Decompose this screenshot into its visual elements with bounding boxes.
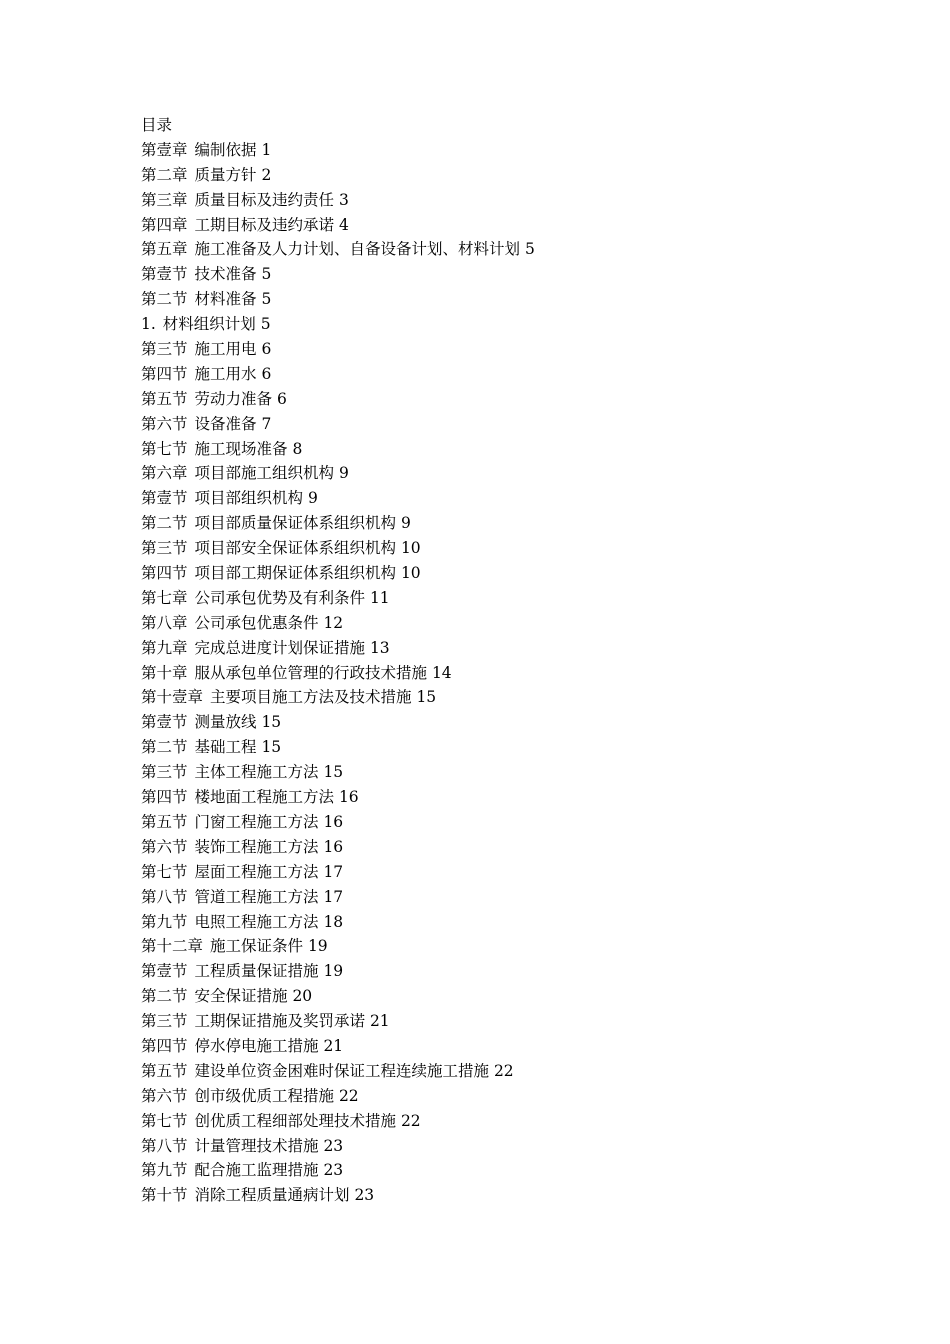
toc-entry-label: 第九节 bbox=[141, 1161, 188, 1180]
toc-entry-text: 项目部安全保证体系组织机构 10 bbox=[194, 539, 421, 558]
toc-entry-label: 第壹节 bbox=[141, 962, 188, 981]
toc-entry-label: 1. bbox=[141, 315, 156, 334]
toc-entry-label: 第三节 bbox=[141, 539, 188, 558]
toc-entry-label: 第五节 bbox=[141, 812, 188, 831]
toc-entry-label: 第七章 bbox=[141, 588, 188, 607]
toc-entry-label: 第五节 bbox=[141, 389, 188, 408]
toc-entry-text: 工期目标及违约承诺 4 bbox=[194, 215, 349, 234]
toc-entry-text: 屋面工程施工方法 17 bbox=[194, 862, 344, 881]
toc-entry bbox=[141, 1009, 901, 1034]
toc-entry bbox=[141, 760, 901, 785]
toc-entry-label: 第六节 bbox=[141, 1086, 188, 1105]
toc-entry-text: 装饰工程施工方法 16 bbox=[194, 837, 344, 856]
toc-entry bbox=[141, 735, 901, 760]
toc-entry bbox=[141, 362, 901, 387]
toc-entry-text: 测量放线 15 bbox=[194, 713, 282, 732]
toc-entry bbox=[141, 262, 901, 287]
toc-entry-text: 项目部组织机构 9 bbox=[194, 489, 318, 508]
toc-entry-label: 第四节 bbox=[141, 364, 188, 383]
toc-entry bbox=[141, 163, 901, 188]
toc-entry-text: 主要项目施工方法及技术措施 15 bbox=[210, 688, 437, 707]
toc-entry-label: 第壹章 bbox=[141, 140, 188, 159]
toc-entry-label: 第三章 bbox=[141, 190, 188, 209]
toc-entry bbox=[141, 437, 901, 462]
toc-entry-text: 材料组织计划 5 bbox=[162, 315, 271, 334]
toc-entry bbox=[141, 486, 901, 511]
toc-entry bbox=[141, 636, 901, 661]
toc-entry bbox=[141, 461, 901, 486]
toc-entry-label: 第三节 bbox=[141, 340, 188, 359]
toc-entry-text: 施工用水 6 bbox=[194, 364, 272, 383]
toc-entry-label: 第六节 bbox=[141, 837, 188, 856]
toc-entry-label: 第十壹章 bbox=[141, 688, 204, 707]
toc-title: 目录 bbox=[141, 116, 173, 134]
toc-entry-text: 施工保证条件 19 bbox=[210, 937, 328, 956]
toc-entry bbox=[141, 810, 901, 835]
toc-entry bbox=[141, 138, 901, 163]
toc-entry bbox=[141, 337, 901, 362]
toc-entry-label: 第二节 bbox=[141, 290, 188, 309]
toc-entry bbox=[141, 661, 901, 686]
toc-entry-text: 门窗工程施工方法 16 bbox=[194, 812, 344, 831]
toc-entry-text: 项目部质量保证体系组织机构 9 bbox=[194, 514, 411, 533]
toc-entry-text: 计量管理技术措施 23 bbox=[194, 1136, 344, 1155]
toc-entry-label: 第七节 bbox=[141, 1111, 188, 1130]
toc-entry bbox=[141, 959, 901, 984]
toc-entry-label: 第八节 bbox=[141, 887, 188, 906]
toc-entry bbox=[141, 685, 901, 710]
toc-entry bbox=[141, 1084, 901, 1109]
toc-entry bbox=[141, 860, 901, 885]
toc-entry-label: 第二节 bbox=[141, 738, 188, 757]
toc-entry-label: 第五节 bbox=[141, 1061, 188, 1080]
toc-entry bbox=[141, 561, 901, 586]
toc-entry bbox=[141, 1109, 901, 1134]
toc-entry-label: 第五章 bbox=[141, 240, 188, 259]
toc-entry-text: 编制依据 1 bbox=[194, 140, 272, 159]
toc-entry-label: 第十章 bbox=[141, 663, 188, 682]
toc-entry-label: 第七节 bbox=[141, 439, 188, 458]
toc-entry-text: 楼地面工程施工方法 16 bbox=[194, 788, 359, 807]
toc-entry-text: 消除工程质量通病计划 23 bbox=[194, 1186, 375, 1205]
toc-entry-label: 第壹节 bbox=[141, 713, 188, 732]
toc-entry bbox=[141, 237, 901, 262]
toc-entry-label: 第二章 bbox=[141, 165, 188, 184]
toc-entry bbox=[141, 312, 901, 337]
toc-entry-text: 基础工程 15 bbox=[194, 738, 282, 757]
toc-entry-text: 质量目标及违约责任 3 bbox=[194, 190, 349, 209]
toc-entry bbox=[141, 710, 901, 735]
toc-entry bbox=[141, 910, 901, 935]
toc-entry-text: 管道工程施工方法 17 bbox=[194, 887, 344, 906]
toc-entry-label: 第九节 bbox=[141, 912, 188, 931]
toc-entry-text: 材料准备 5 bbox=[194, 290, 272, 309]
toc-entry bbox=[141, 287, 901, 312]
toc-entry bbox=[141, 984, 901, 1009]
toc-entry bbox=[141, 213, 901, 238]
toc-entry bbox=[141, 785, 901, 810]
toc-entry-text: 技术准备 5 bbox=[194, 265, 272, 284]
toc-entry-text: 建设单位资金困难时保证工程连续施工措施 22 bbox=[194, 1061, 514, 1080]
toc-entry-label: 第六节 bbox=[141, 414, 188, 433]
toc-entry-text: 公司承包优惠条件 12 bbox=[194, 613, 344, 632]
toc-entry-label: 第四章 bbox=[141, 215, 188, 234]
toc-entry-text: 工期保证措施及奖罚承诺 21 bbox=[194, 1012, 390, 1031]
toc-entry bbox=[141, 1183, 901, 1208]
toc-entry-label: 第六章 bbox=[141, 464, 188, 483]
document-page bbox=[141, 113, 901, 1208]
toc-entry-text: 创优质工程细部处理技术措施 22 bbox=[194, 1111, 421, 1130]
toc-entry-text: 劳动力准备 6 bbox=[194, 389, 287, 408]
toc-entry-text: 安全保证措施 20 bbox=[194, 987, 313, 1006]
toc-entry bbox=[141, 1034, 901, 1059]
toc-entry bbox=[141, 934, 901, 959]
toc-entry bbox=[141, 1134, 901, 1159]
toc-entry-label: 第四节 bbox=[141, 788, 188, 807]
toc-entry bbox=[141, 1158, 901, 1183]
toc-entry-label: 第四节 bbox=[141, 1036, 188, 1055]
toc-entry bbox=[141, 511, 901, 536]
toc-entry bbox=[141, 188, 901, 213]
toc-entry-text: 完成总进度计划保证措施 13 bbox=[194, 638, 390, 657]
toc-entry-label: 第十节 bbox=[141, 1186, 188, 1205]
toc-entry-text: 项目部施工组织机构 9 bbox=[194, 464, 349, 483]
toc-entry bbox=[141, 387, 901, 412]
toc-entry-text: 配合施工监理措施 23 bbox=[194, 1161, 344, 1180]
toc-entry bbox=[141, 885, 901, 910]
toc-list bbox=[141, 138, 901, 1208]
toc-entry-label: 第七节 bbox=[141, 862, 188, 881]
toc-entry-label: 第二节 bbox=[141, 987, 188, 1006]
toc-entry-text: 质量方针 2 bbox=[194, 165, 272, 184]
toc-entry-label: 第九章 bbox=[141, 638, 188, 657]
toc-entry-label: 第三节 bbox=[141, 1012, 188, 1031]
toc-entry-text: 电照工程施工方法 18 bbox=[194, 912, 344, 931]
toc-entry-text: 创市级优质工程措施 22 bbox=[194, 1086, 359, 1105]
toc-entry-label: 第壹节 bbox=[141, 265, 188, 284]
toc-entry-label: 第二节 bbox=[141, 514, 188, 533]
toc-entry bbox=[141, 586, 901, 611]
toc-entry bbox=[141, 1059, 901, 1084]
toc-entry-text: 施工现场准备 8 bbox=[194, 439, 303, 458]
toc-entry-label: 第八节 bbox=[141, 1136, 188, 1155]
toc-entry bbox=[141, 412, 901, 437]
toc-entry bbox=[141, 835, 901, 860]
toc-entry-text: 停水停电施工措施 21 bbox=[194, 1036, 344, 1055]
toc-entry-text: 服从承包单位管理的行政技术措施 14 bbox=[194, 663, 452, 682]
toc-entry-text: 主体工程施工方法 15 bbox=[194, 763, 344, 782]
toc-entry bbox=[141, 536, 901, 561]
toc-entry-text: 项目部工期保证体系组织机构 10 bbox=[194, 564, 421, 583]
toc-entry-label: 第八章 bbox=[141, 613, 188, 632]
toc-entry-text: 施工准备及人力计划、自备设备计划、材料计划 5 bbox=[194, 240, 535, 259]
toc-entry bbox=[141, 611, 901, 636]
toc-entry-text: 施工用电 6 bbox=[194, 340, 272, 359]
toc-entry-label: 第四节 bbox=[141, 564, 188, 583]
toc-entry-text: 设备准备 7 bbox=[194, 414, 272, 433]
toc-entry-text: 公司承包优势及有利条件 11 bbox=[194, 588, 390, 607]
toc-entry-label: 第十二章 bbox=[141, 937, 204, 956]
toc-entry-label: 第壹节 bbox=[141, 489, 188, 508]
toc-entry-label: 第三节 bbox=[141, 763, 188, 782]
toc-entry-text: 工程质量保证措施 19 bbox=[194, 962, 344, 981]
